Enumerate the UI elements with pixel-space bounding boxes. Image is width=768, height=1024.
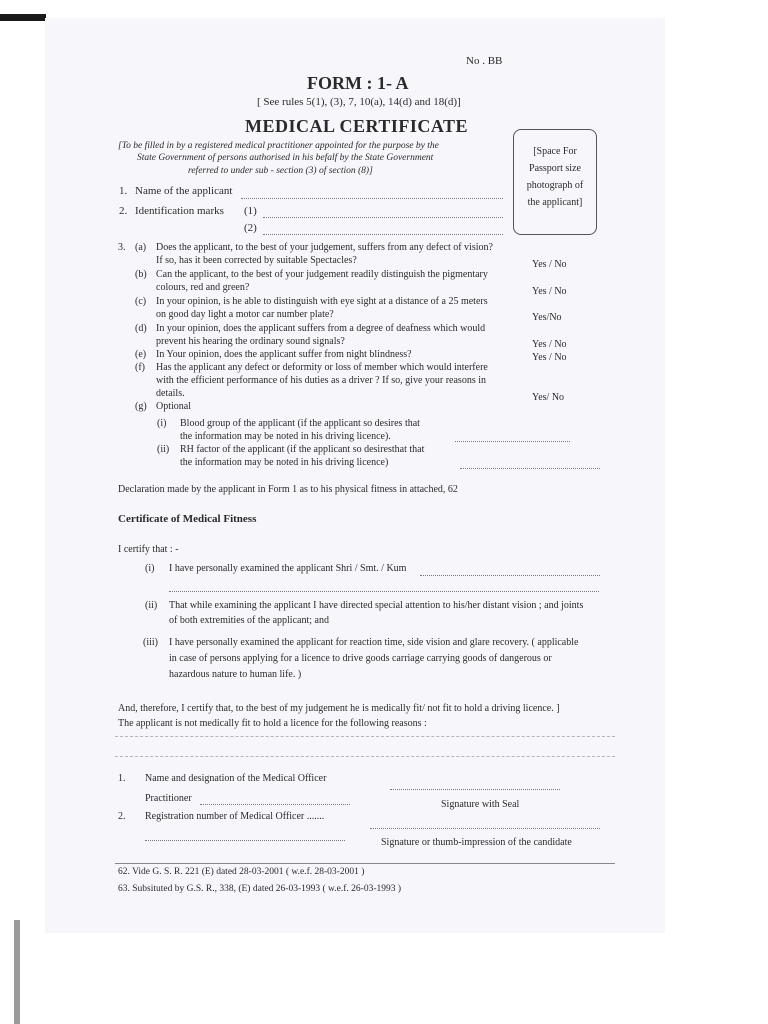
seal-signature-field[interactable] (390, 789, 560, 790)
q3-label: (d) (135, 323, 147, 334)
footnote-62: 62. Vide G. S. R. 221 (E) dated 28-03-2001 ( w.e.f. 28-03-2001 ) (118, 867, 365, 877)
candidate-signature-label: Signature or thumb-impression of the candidate (381, 837, 572, 848)
rh-factor-field[interactable] (460, 468, 600, 469)
candidate-signature-field[interactable] (370, 828, 600, 829)
answer-yes-no[interactable]: Yes/ No (532, 392, 565, 403)
applicant-name-field[interactable] (241, 198, 503, 199)
intro-line-2: State Government of persons authorised in his befalf by the State Government (137, 153, 434, 163)
q3-line: Can the applicant, to the best of your judgement readily distinguish the pigmentary (156, 269, 488, 280)
optional-line: RH factor of the applicant (if the applicant so desiresthat that (180, 444, 425, 455)
intro-line-3: referred to under sub - section (3) of section (8)] (188, 166, 373, 176)
optional-label: (ii) (157, 444, 170, 455)
q3-line: Has the applicant any defect or deformity or loss of member which would interfere (156, 362, 488, 373)
footnote-divider (115, 863, 615, 864)
certificate-title: MEDICAL CERTIFICATE (245, 116, 469, 136)
practitioner-label: Practitioner (145, 793, 192, 804)
q3-line: details. (156, 388, 185, 399)
certify-label: (i) (145, 563, 155, 574)
intro-line-1: [To be filled in by a registered medical practitioner appointed for the purpose by the (118, 141, 439, 151)
q3-label: (a) (135, 242, 147, 253)
reasons-line[interactable] (115, 756, 615, 757)
q3-line: on good day light a motor car number plate? (156, 309, 334, 320)
certify-line: of both extremities of the applicant; and (169, 615, 329, 626)
applicant-examined-name-field-2[interactable] (169, 591, 599, 592)
certify-line: That while examining the applicant I have directed special attention to his/her distant vision ; and joints (169, 600, 584, 611)
q3-line: If so, has it been corrected by suitable Spectacles? (156, 255, 357, 266)
optional-line: the information may be noted in his driving licence) (180, 457, 389, 468)
q3-label: (g) (135, 401, 147, 412)
item-3-number: 3. (118, 242, 126, 253)
mark-2-field[interactable] (263, 234, 503, 235)
q3-line: Does the applicant, to the best of your judgement, suffers from any defect of vision? (156, 242, 493, 253)
q3-line: In your opinion, does the applicant suffers from a degree of deafness which would (156, 323, 486, 334)
bottom-item-1-number: 1. (118, 773, 126, 784)
conclusion-line: And, therefore, I certify that, to the best of my judgement he is medically fit/ not fit to hold a driving licence. ] (118, 703, 560, 714)
form-number: No . BB (466, 55, 503, 67)
registration-number-field[interactable] (145, 840, 345, 841)
applicant-examined-name-field[interactable] (420, 575, 600, 576)
mark-1-label: (1) (244, 205, 257, 217)
scan-edge-bar (0, 14, 46, 21)
answer-yes-no[interactable]: Yes / No (532, 259, 567, 270)
answer-yes-no[interactable]: Yes / No (532, 339, 567, 350)
q3-line: In Your opinion, does the applicant suffer from night blindness? (156, 349, 412, 360)
photo-box-line: Passport size (529, 163, 581, 174)
answer-yes-no[interactable]: Yes / No (532, 286, 567, 297)
declaration-text: Declaration made by the applicant in Form 1 as to his physical fitness in attached, 62 (118, 484, 458, 495)
photo-box-line: the applicant] (527, 197, 583, 208)
item-2-number: 2. (119, 205, 128, 217)
certify-label: (iii) (143, 637, 158, 648)
q3-line: with the efficient performance of his duties as a driver ? If so, give your reasons in (156, 375, 486, 386)
q3-label: (c) (135, 296, 147, 307)
item-1-number: 1. (119, 185, 128, 197)
blood-group-field[interactable] (455, 441, 570, 442)
document-page (45, 18, 665, 933)
bottom-item-2-number: 2. (118, 811, 126, 822)
q3-line: In your opinion, is he able to distinguish with eye sight at a distance of a 25 meters (156, 296, 488, 307)
certify-line: I have personally examined the applicant Shri / Smt. / Kum (169, 563, 407, 574)
form-title: FORM : 1- A (307, 73, 409, 93)
signature-with-seal-label: Signature with Seal (441, 799, 520, 810)
optional-line: the information may be noted in his driving licence). (180, 431, 391, 442)
optional-line: Blood group of the applicant (if the applicant so desires that (180, 418, 420, 429)
passport-photo-box (513, 129, 597, 235)
q3-line: Optional (156, 401, 191, 412)
rules-reference: [ See rules 5(1), (3), 7, 10(a), 14(d) and 18(d)] (257, 96, 461, 108)
certify-label: (ii) (145, 600, 158, 611)
practitioner-field[interactable] (200, 804, 350, 805)
scan-edge-bar-left (14, 920, 20, 1024)
medical-officer-name-label: Name and designation of the Medical Officer (145, 773, 327, 784)
q3-line: colours, red and green? (156, 282, 250, 293)
mark-1-field[interactable] (263, 217, 503, 218)
optional-label: (i) (157, 418, 167, 429)
certify-intro: I certify that : - (118, 544, 179, 555)
fitness-title: Certificate of Medical Fitness (118, 513, 257, 525)
answer-yes-no[interactable]: Yes / No (532, 352, 567, 363)
conclusion-line: The applicant is not medically fit to hold a licence for the following reasons : (118, 718, 427, 729)
q3-line: prevent his hearing the ordinary sound signals? (156, 336, 345, 347)
q3-label: (f) (135, 362, 145, 373)
reasons-line[interactable] (115, 736, 615, 737)
photo-box-line: [Space For (533, 146, 577, 157)
identification-marks-label: Identification marks (135, 205, 224, 217)
footnote-63: 63. Subsituted by G.S. R., 338, (E) dated 26-03-1993 ( w.e.f. 26-03-1993 ) (118, 884, 402, 894)
q3-label: (e) (135, 349, 147, 360)
q3-label: (b) (135, 269, 147, 280)
certify-line: in case of persons applying for a licence to drive goods carriage carrying goods of dangerous or (169, 653, 552, 664)
applicant-name-label: Name of the applicant (135, 185, 233, 197)
registration-number-label: Registration number of Medical Officer ....... (145, 811, 325, 822)
answer-yes-no[interactable]: Yes/No (532, 312, 562, 323)
certify-line: hazardous nature to human life. ) (169, 669, 302, 680)
photo-box-line: photograph of (526, 180, 584, 191)
certify-line: I have personally examined the applicant for reaction time, side vision and glare recovery. ( applicable (169, 637, 579, 648)
mark-2-label: (2) (244, 222, 257, 234)
